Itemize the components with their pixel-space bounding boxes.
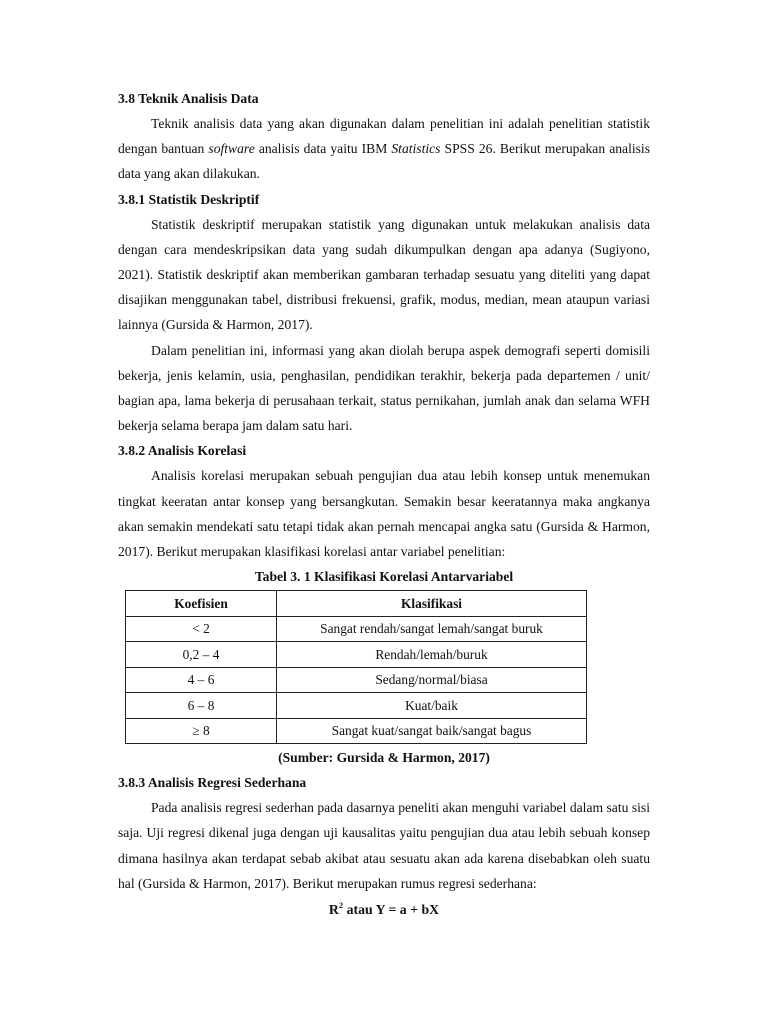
regression-formula: [118, 896, 650, 924]
table-header-row: [126, 591, 587, 617]
heading-3-8-2: 3.8.2 Analisis Korelasi: [118, 443, 247, 459]
formula-base: R: [328, 902, 339, 918]
formula-rest: atau Y = a + bX: [343, 902, 440, 918]
cell-koefisien: 4 – 6: [126, 667, 277, 693]
italic-term-software: software: [208, 141, 255, 157]
paragraph-text: Teknik analisis data yang akan digunakan dalam penelitian ini adalah penelitian statistik dengan bantuan: [118, 116, 650, 157]
cell-koefisien: 6 – 8: [126, 693, 277, 719]
heading-3-8: 3.8 Teknik Analisis Data: [118, 91, 259, 106]
cell-klasifikasi: Sangat kuat/sangat baik/sangat bagus: [277, 718, 587, 744]
table-row: [126, 718, 587, 744]
paragraph-regresi-sederhana: Pada analisis regresi sederhan pada dasarnya peneliti akan menguhi variabel dalam satu sisi saja. Uji regresi dikenal juga dengan uji kausalitas yaitu pengujian dua atau lebih sebuah konsep dimana hasilnya akan terdapat sebab akibat atau sesuatu akan ada karena disebabkan oleh suatu hal (Gursida & Harmon, 2017). Berikut merupakan rumus regresi sederhana:: [118, 800, 650, 891]
cell-klasifikasi: Rendah/lemah/buruk: [277, 642, 587, 668]
paragraph-text: SPSS 26. Berikut merupakan analisis data yang akan dilakukan.: [118, 141, 650, 182]
formula-superscript: 2: [338, 900, 344, 911]
table-caption: Tabel 3. 1 Klasifikasi Korelasi Antarvariabel: [254, 569, 514, 585]
table-row: [126, 616, 587, 642]
paragraph-aspek-demografi: Dalam penelitian ini, informasi yang akan diolah berupa aspek demografi seperti domisili bekerja, jenis kelamin, usia, penghasilan, pendidikan terakhir, bekerja pada departemen / unit/ bagian apa, lama bekerja di perusahaan terkait, status pernikahan, jumlah anak dan selama WFH bekerja selama berapa jam dalam satu hari.: [118, 342, 650, 434]
paragraph-teknik-analisis: [118, 111, 650, 187]
cell-klasifikasi: Kuat/baik: [277, 693, 587, 719]
page-content: [118, 86, 650, 924]
table-row: [126, 667, 587, 693]
correlation-classification-table: [125, 590, 587, 744]
cell-klasifikasi: Sedang/normal/biasa: [277, 667, 587, 693]
italic-term-statistics: Statistics: [391, 141, 441, 157]
paragraph-text: analisis data yaitu IBM: [254, 141, 392, 157]
table-row: [126, 693, 587, 719]
cell-koefisien: < 2: [126, 616, 277, 642]
cell-koefisien: ≥ 8: [126, 718, 277, 744]
heading-3-8-1: 3.8.1 Statistik Deskriptif: [118, 191, 260, 207]
cell-klasifikasi: Sangat rendah/sangat lemah/sangat buruk: [277, 616, 587, 642]
column-header-koefisien: Koefisien: [126, 591, 277, 617]
table-source: (Sumber: Gursida & Harmon, 2017): [278, 750, 490, 766]
column-header-klasifikasi: Klasifikasi: [277, 591, 587, 617]
cell-koefisien: 0,2 – 4: [126, 642, 277, 668]
table-row: [126, 642, 587, 668]
heading-3-8-3: 3.8.3 Analisis Regresi Sederhana: [118, 775, 307, 791]
paragraph-analisis-korelasi: Analisis korelasi merupakan sebuah pengujian dua atau lebih konsep untuk menemukan tingkat keeratan antar konsep yang bersangkutan. Semakin besar keeratannya maka angkanya akan semakin mendekati satu tetapi tidak akan pernah mencapai angka satu (Gursida & Harmon, 2017). Berikut merupakan klasifikasi korelasi antar variabel penelitian:: [118, 468, 650, 560]
paragraph-statistik-deskriptif: Statistik deskriptif merupakan statistik yang digunakan untuk melakukan analisis data dengan cara mendeskripsikan data yang sudah dikumpulkan dengan apa adanya (Sugiyono, 2021). Statistik deskriptif akan memberikan gambaran terhadap sesuatu yang diteliti yang dapat disajikan menggunakan tabel, distribusi frekuensi, grafik, modus, median, mean ataupun variasi lainnya (Gursida & Harmon, 2017).: [118, 216, 650, 333]
